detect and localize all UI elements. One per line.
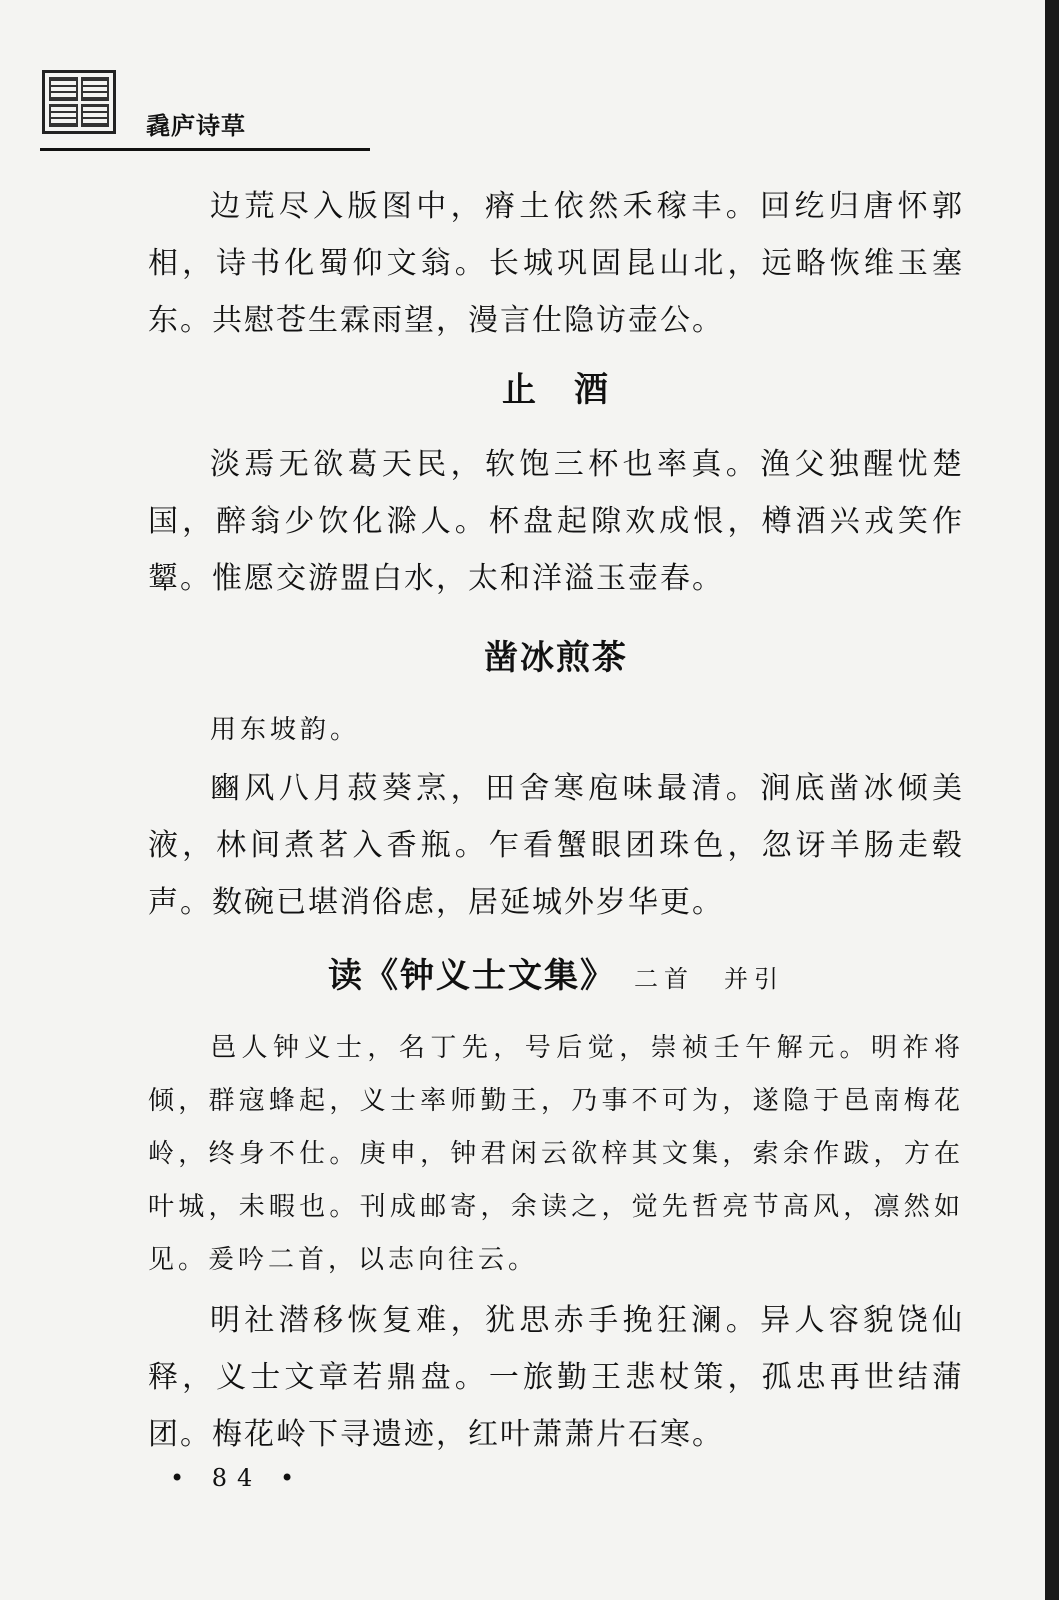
poem-title-zhijiu: 止 酒 [502,370,610,410]
poem-preface-note: 用东坡韵。 [210,715,361,745]
running-header [40,70,370,154]
page-number: • 84 • [170,1464,305,1492]
poem-title-zaobing: 凿冰煎茶 [484,638,628,678]
poem-zhijiu: 淡焉无欲葛天民，软饱三杯也率真。渔父独醒忧楚国，醉翁少饮化滁人。杯盘起隙欢成恨，樽酒兴戎笑作颦。惟愿交游盟白水，太和洋溢玉壶春。 [148,447,964,596]
poem-zaobing: 豳风八月菽葵烹，田舍寒庖味最清。涧底凿冰倾美液，林间煮茗入香瓶。乍看蟹眼团珠色，忽讶羊肠走毂声。数碗已堪消俗虑，居延城外岁华更。 [148,771,964,920]
book-title: 毳庐诗草 [146,112,246,140]
poem-title-zhong-note: 二首 并引 [634,965,784,993]
poem-title-zhong-text: 读《钟义士文集》 [328,956,616,996]
seal-logo [42,70,116,134]
page-edge-shadow [1045,0,1059,1600]
poem-continued: 边荒尽入版图中，瘠土依然禾稼丰。回纥归唐怀郭相，诗书化蜀仰文翁。长城巩固昆山北，远略恢维玉塞东。共慰苍生霖雨望，漫言仕隐访壶公。 [148,189,964,338]
poem-title-zhong [148,948,964,997]
poem-preface: 邑人钟义士，名丁先，号后觉，崇祯壬午解元。明祚将倾，群寇蜂起，义士率师勤王，乃事不可为，遂隐于邑南梅花岭，终身不仕。庚申，钟君闲云欲梓其文集，索余作跋，方在叶城，未暇也。刊成邮寄，余读之，觉先哲亮节高风，凛然如见。爰吟二首，以志向往云。 [148,1033,964,1275]
poem-zhong-1: 明社潜移恢复难，犹思赤手挽狂澜。异人容貌饶仙释，义士文章若鼎盘。一旅勤王悲杖策，孤忠再世结蒲团。梅花岭下寻遗迹，红叶萧萧片石寒。 [148,1303,964,1452]
header-rule [40,148,370,151]
